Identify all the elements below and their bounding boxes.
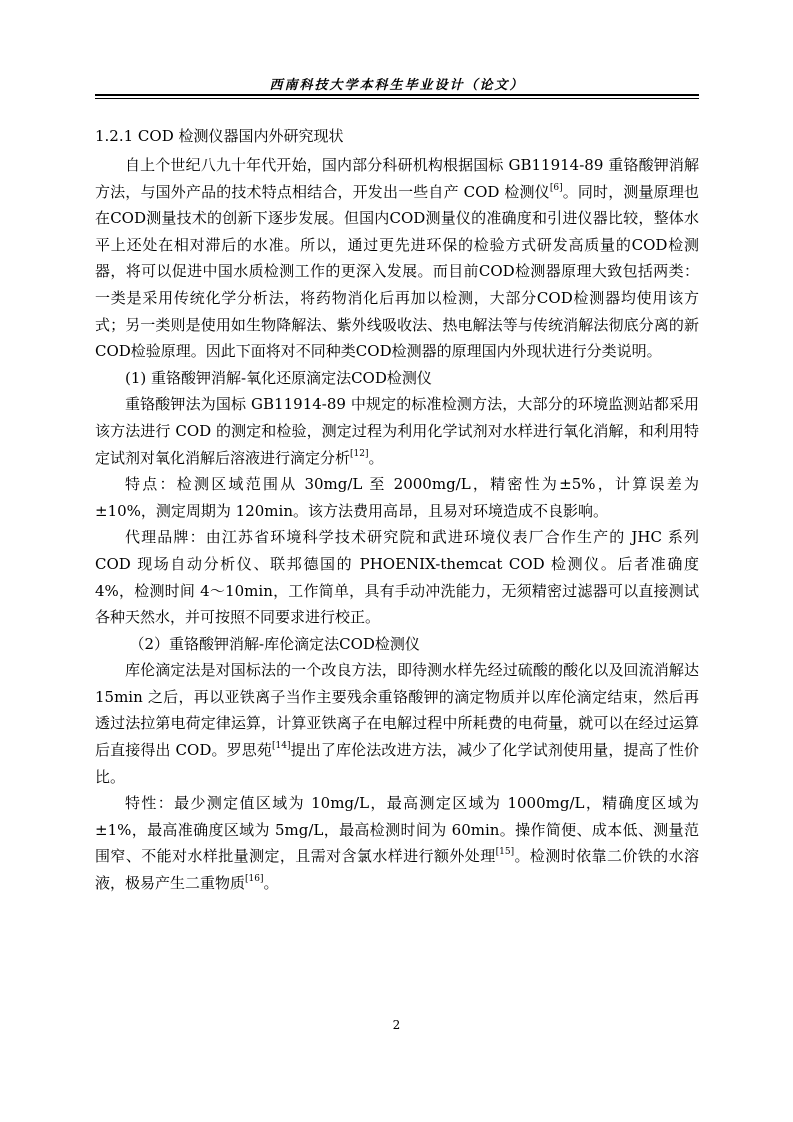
header-rule-thin: [95, 98, 699, 99]
subheading-1: (1) 重铬酸钾消解-氧化还原滴定法COD检测仪: [125, 368, 432, 387]
citation: [15]: [495, 847, 515, 858]
paragraph-text: 重铬酸钾法为国标 GB11914-89 中规定的标准检测方法，大部分的环境监测站都采用该方法进行 COD 的测定和检验，测定过程为利用化学试剂对水样进行氧化消解，和利用特定试剂对氧化消解后溶液进行滴定分析: [95, 395, 699, 467]
paragraph-text: 自上个世纪八九十年代开始，国内部分科研机构根据国标 GB11914-89 重铬酸钾消解方法，与国外产品的技术特点相结合，开发出一些自产 COD 检测仪: [95, 156, 699, 201]
paragraph-intro: [95, 152, 699, 365]
citation: [6]: [549, 182, 563, 193]
paragraph-brands: 代理品牌：由江苏省环境科学技术研究院和武进环境仪表厂合作生产的 JHC 系列 COD 现场自动分析仪、联邦德国的 PHOENIX-themcat COD 检测仪。后者准确度 4%，检测时间 4～10min，工作简单，具有手动冲洗能力，无须精密过滤器可以直接测试各种天然水，并可按照不同要求进行校正。: [95, 528, 699, 627]
section-title: 1.2.1 COD 检测仪器国内外研究现状: [95, 127, 344, 145]
paragraph-text: 提出了库伦法改进方法，减少了化学试剂使用量，提高了性价比。: [95, 741, 699, 786]
paragraph-text: 特性：最少测定值区域为 10mg/L，最高测定区域为 1000mg/L，精确度区域为±1%，最高准确度区域为 5mg/L，最高检测时间为 60min。操作简便、成本低、测量范围窄、不能对水样批量测定，且需对含氯水样进行额外处理: [95, 794, 699, 866]
paragraph-text: 。: [368, 448, 384, 467]
paragraph-text: 库伦滴定法是对国标法的一个改良方法，即待测水样先经过硫酸的酸化以及回流消解达 15min 之后，再以亚铁离子当作主要残余重铬酸钾的滴定物质并以库伦滴定结束，然后再透过法拉第电荷定律运算，计算亚铁离子在电解过程中所耗费的电荷量，就可以在经过运算后直接得出 COD。罗思苑: [95, 661, 699, 760]
page-header: 西南科技大学本科生毕业设计（论文）: [269, 78, 525, 93]
paragraph-text: 。检测时依靠二价铁的水溶液，极易产生二重物质: [95, 847, 699, 893]
paragraph-features-2: [95, 790, 699, 896]
citation: [12]: [350, 448, 369, 459]
subheading-2: （2）重铬酸钾消解-库伦滴定法COD检测仪: [129, 634, 420, 653]
body-text: [95, 152, 699, 897]
citation: [16]: [245, 874, 264, 885]
paragraph-text: 。: [263, 874, 279, 893]
paragraph-dichromate: [95, 391, 699, 471]
paragraph-features-1: 特点：检测区域范围从 30mg/L 至 2000mg/L，精密性为±5%，计算误差为±10%，测定周期为 120min。该方法费用高昂，且易对环境造成不良影响。: [95, 475, 699, 520]
header-rule-thick: [95, 94, 699, 96]
paragraph-coulometric: [95, 657, 699, 790]
citation: [14]: [272, 741, 291, 752]
page-number: 2: [392, 1018, 401, 1032]
paragraph-text: 。同时，测量原理也在COD测量技术的创新下逐步发展。但国内COD测量仪的准确度和引进仪器比较，整体水平上还处在相对滞后的水准。所以，通过更先进环保的检验方式研发高质量的COD检测器，将可以促进中国水质检测工作的更深入发展。而目前COD检测器原理大致包括两类：一类是采用传统化学分析法，将药物消化后再加以检测，大部分COD检测器均使用该方式；另一类则是使用如生物降解法、紫外线吸收法、热电解法等与传统消解法彻底分离的新COD检验原理。因此下面将对不同种类COD检测器的原理国内外现状进行分类说明。: [95, 182, 699, 361]
